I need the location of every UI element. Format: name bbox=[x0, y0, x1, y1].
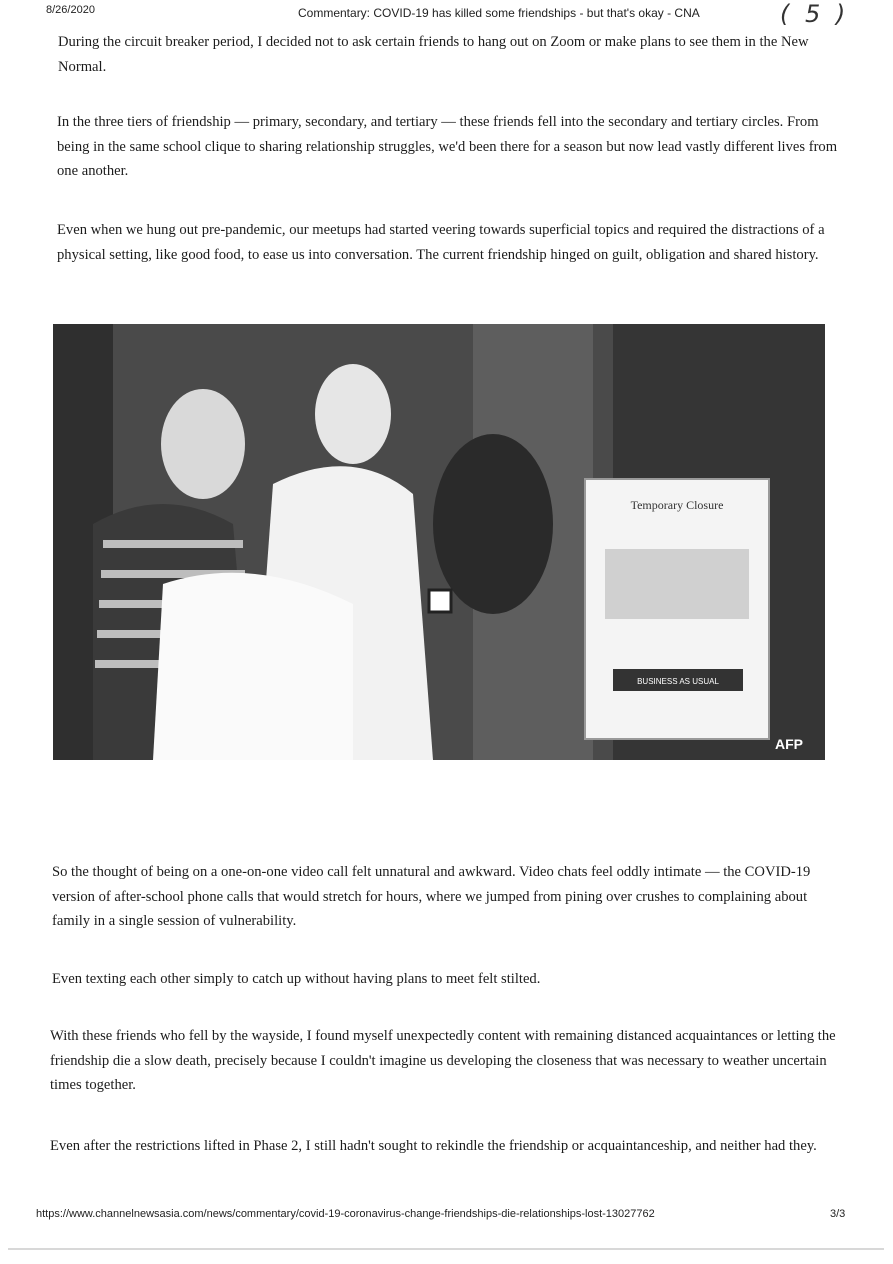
header-title: Commentary: COVID-19 has killed some friendships - but that's okay - CNA bbox=[298, 6, 700, 20]
handwritten-page-number: ( 5 ) bbox=[780, 0, 850, 28]
bottom-rule bbox=[8, 1248, 884, 1250]
sign-banner: BUSINESS AS USUAL bbox=[637, 677, 719, 686]
article-paragraph: Even texting each other simply to catch up without having plans to meet felt stilted. bbox=[52, 971, 541, 987]
photo-illustration bbox=[53, 324, 825, 760]
article-paragraph: In the three tiers of friendship — primary, secondary, and tertiary — these friends fell into the secondary and tertiary circles. From being in the same school clique to sharing relationship struggles, we'd been there for a season but now lead vastly different lives from one another. bbox=[57, 114, 838, 179]
header-date: 8/26/2020 bbox=[46, 4, 95, 16]
footer-page-number: 3/3 bbox=[830, 1208, 846, 1220]
article-paragraph: Even when we hung out pre-pandemic, our meetups had started veering towards superficial topics and required the distractions of a physical setting, like good food, to ease us into conversation. The current friendship hinged on guilt, obligation and shared history. bbox=[57, 222, 825, 263]
article-paragraph: So the thought of being on a one-on-one video call felt unnatural and awkward. Video chats feel oddly intimate — the COVID-19 version of after-school phone calls that would stretch for hours, where we jumped from pining over crushes to complaining about family in a single session of vulnerability. bbox=[52, 864, 811, 929]
article-paragraph: During the circuit breaker period, I decided not to ask certain friends to hang out on Zoom or make plans to see them in the New Normal. bbox=[58, 34, 809, 75]
article-paragraph: With these friends who fell by the wayside, I found myself unexpectedly content with remaining distanced acquaintances or letting the friendship die a slow death, precisely because I couldn't imagine us developing the closeness that was necessary to weather uncertain times together. bbox=[50, 1028, 836, 1093]
article-photo bbox=[53, 324, 825, 760]
article-paragraph: Even after the restrictions lifted in Phase 2, I still hadn't sought to rekindle the friendship or acquaintanceship, and neither had they. bbox=[50, 1138, 817, 1154]
photo-watermark: AFP bbox=[775, 736, 803, 752]
sign-title: Temporary Closure bbox=[630, 498, 724, 512]
footer-url: https://www.channelnewsasia.com/news/commentary/covid-19-coronavirus-change-friendships-die-relationships-lost-13027762 bbox=[36, 1208, 655, 1220]
